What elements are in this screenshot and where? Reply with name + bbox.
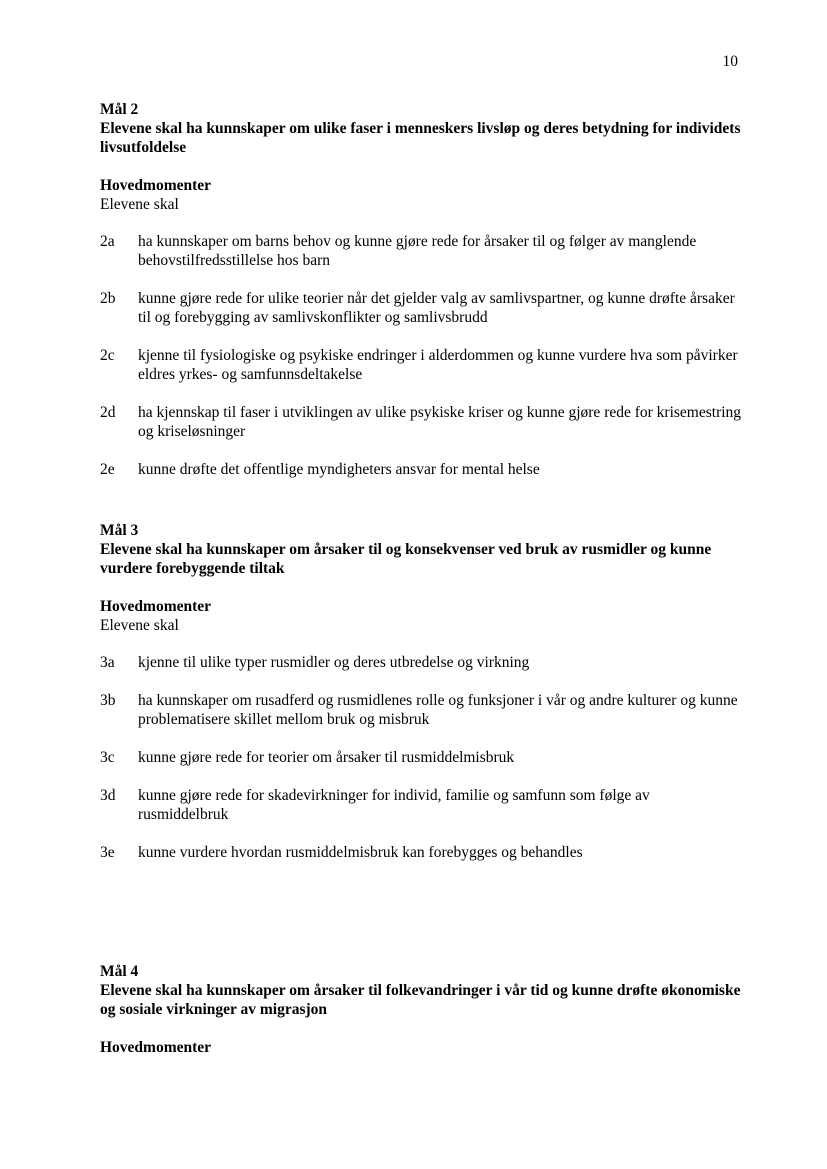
item-list (100, 653, 742, 862)
list-item (100, 403, 742, 441)
goal-section-4 (100, 962, 742, 1057)
item-text: kunne vurdere hvordan rusmiddelmisbruk kan forebygges og behandles (138, 844, 583, 861)
item-text: kunne gjøre rede for skadevirkninger for individ, familie og samfunn som følge av rusmiddelbruk (138, 787, 650, 823)
intro-text: Elevene skal (100, 196, 179, 213)
list-item (100, 843, 742, 862)
goal-number: Mål 4 (100, 963, 139, 980)
item-text: kjenne til fysiologiske og psykiske endringer i alderdommen og kunne vurdere hva som påvirker eldres yrkes- og samfunnsdeltakelse (138, 347, 738, 383)
list-item (100, 748, 742, 767)
list-item (100, 653, 742, 672)
list-item (100, 346, 742, 384)
item-code: 2d (100, 404, 116, 421)
item-text: kunne gjøre rede for teorier om årsaker til rusmiddelmisbruk (138, 749, 515, 766)
item-text: ha kjennskap til faser i utviklingen av ulike psykiske kriser og kunne gjøre rede for krisemestring og kriseløsninger (138, 404, 742, 440)
item-text: kunne drøfte det offentlige myndigheters ansvar for mental helse (138, 461, 540, 478)
intro-text: Elevene skal (100, 617, 179, 634)
item-code: 3d (100, 787, 116, 804)
item-text: kunne gjøre rede for ulike teorier når det gjelder valg av samlivspartner, og kunne drøfte årsaker til og forebygging av samlivskonflikter og samlivsbrudd (138, 290, 735, 326)
item-text: kjenne til ulike typer rusmidler og deres utbredelse og virkning (138, 654, 530, 671)
item-text: ha kunnskaper om barns behov og kunne gjøre rede for årsaker til og følger av manglende behovstilfredsstillelse hos barn (138, 233, 697, 269)
list-item (100, 460, 742, 479)
item-code: 2e (100, 461, 115, 478)
goal-title: Elevene skal ha kunnskaper om årsaker til folkevandringer i vår tid og kunne drøfte økonomiske og sosiale virkninger av migrasjon (100, 982, 741, 1018)
list-item (100, 691, 742, 729)
list-item (100, 786, 742, 824)
item-code: 3b (100, 692, 116, 709)
goal-section-3 (100, 521, 742, 881)
page-number: 10 (722, 53, 738, 70)
item-code: 3a (100, 654, 115, 671)
subheading: Hovedmomenter (100, 598, 212, 615)
item-code: 2a (100, 233, 115, 250)
item-code: 3e (100, 844, 115, 861)
item-code: 3c (100, 749, 115, 766)
subheading: Hovedmomenter (100, 177, 212, 194)
item-text: ha kunnskaper om rusadferd og rusmidlenes rolle og funksjoner i vår og andre kulturer og kunne problematisere skillet mellom bruk og misbruk (138, 692, 738, 728)
subheading: Hovedmomenter (100, 1039, 212, 1056)
goal-number: Mål 2 (100, 101, 139, 118)
item-list (100, 232, 742, 479)
goal-title: Elevene skal ha kunnskaper om årsaker til og konsekvenser ved bruk av rusmidler og kunne vurdere forebyggende tiltak (100, 541, 712, 577)
goal-number: Mål 3 (100, 522, 139, 539)
goal-title: Elevene skal ha kunnskaper om ulike faser i menneskers livsløp og deres betydning for individets livsutfoldelse (100, 120, 741, 156)
item-code: 2c (100, 347, 115, 364)
goal-section-2 (100, 100, 742, 498)
item-code: 2b (100, 290, 116, 307)
list-item (100, 232, 742, 270)
list-item (100, 289, 742, 327)
